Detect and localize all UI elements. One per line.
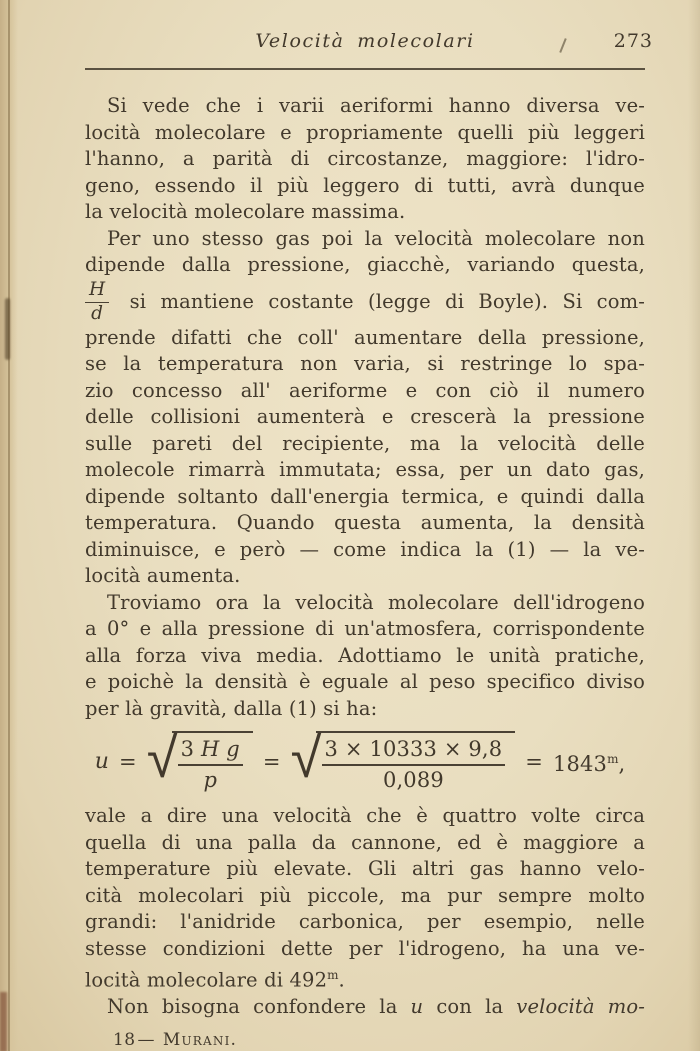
- text-line: prende difatti che coll' aumentare della pressione,: [85, 325, 645, 349]
- text-line: l'hanno, a parità di circostanze, maggiore: l'idro-: [85, 147, 645, 170]
- variables: H g: [201, 737, 240, 761]
- text-line: Si vede che i varii aeriformi hanno diversa ve-: [107, 94, 645, 117]
- equals-sign: =: [262, 749, 281, 774]
- page-header: [85, 30, 653, 56]
- text-line: si mantiene costante (legge di Boyle). Si com-: [129, 289, 645, 313]
- text-line: quella di una palla da cannone, ed è maggiore a: [85, 830, 645, 854]
- publisher-name: Murani.: [162, 1029, 238, 1050]
- page-number: 273: [613, 30, 653, 52]
- italic-variable-u: u: [410, 995, 424, 1019]
- result-value: 1843: [553, 752, 608, 777]
- text-line: dipende dalla pressione, giacchè, variando questa,: [85, 253, 645, 276]
- text-line: geno, essendo il più leggero di tutti, avrà dunque: [85, 173, 645, 197]
- radical-icon: √: [290, 725, 322, 791]
- fraction: [178, 737, 243, 793]
- fraction-denominator: d: [91, 302, 104, 324]
- text-segment: locità molecolare di 492: [85, 968, 328, 992]
- fraction: [322, 737, 506, 793]
- text-line: locità aumenta.: [85, 564, 241, 587]
- text-line: a 0° e alla pressione di un'atmosfera, corrispondente: [85, 617, 645, 640]
- text-line-with-superscript: [85, 962, 645, 994]
- page-footer: [113, 1027, 645, 1051]
- scan-artifact-lower: [0, 992, 7, 1051]
- text-line: delle collisioni aumenterà e crescerà la pressione: [85, 405, 645, 428]
- coefficient: 3: [180, 737, 202, 761]
- fraction-denominator: p: [203, 768, 218, 793]
- text-line-with-fraction: [85, 279, 645, 325]
- page-gutter-line: [8, 0, 10, 1051]
- fraction-numerator: 3 × 10333 × 9,8: [322, 737, 506, 766]
- text-line: temperatura. Quando questa aumenta, la densità: [85, 511, 645, 534]
- text-line: la velocità molecolare massima.: [85, 200, 406, 223]
- text-line: Per uno stesso gas poi la velocità molecolare non: [107, 226, 645, 250]
- square-root-numeric: [290, 725, 516, 793]
- punctuation: .: [338, 968, 345, 992]
- text-line: locità molecolare e propriamente quelli più leggeri: [85, 120, 645, 144]
- text-line: e poichè la densità è eguale al peso specifico diviso: [85, 670, 645, 693]
- text-line: alla forza viva media. Adottiamo le unità pratiche,: [85, 643, 645, 667]
- equation-variable: u: [94, 748, 110, 774]
- equals-sign: =: [525, 749, 544, 774]
- italic-term: velocità mo-: [516, 995, 645, 1019]
- radicand: [316, 731, 516, 793]
- text-segment: con la: [423, 995, 517, 1019]
- text-line-mixed-italic: [85, 994, 645, 1021]
- radical-icon: √: [146, 725, 178, 791]
- equals-sign: =: [119, 749, 137, 774]
- header-rule: [85, 68, 645, 70]
- equation-molecular-velocity: [75, 725, 645, 793]
- page-content: [85, 0, 653, 1051]
- result-punctuation: ,: [618, 752, 626, 777]
- running-title: Velocità molecolari: [255, 30, 475, 52]
- text-line: molecole rimarrà immutata; essa, per un dato gas,: [85, 458, 645, 481]
- text-line: sulle pareti del recipiente, ma la velocità delle: [85, 431, 645, 455]
- body-text: [85, 93, 645, 1051]
- scan-artifact-upper: [5, 298, 10, 360]
- text-line: stesse condizioni dette per l'idrogeno, ha una ve-: [85, 936, 645, 960]
- text-line: se la temperatura non varia, si restringe lo spa-: [85, 352, 645, 375]
- text-line: cità molecolari più piccole, ma pur sempre molto: [85, 883, 645, 907]
- signature-number: 18: [113, 1029, 136, 1050]
- square-root-symbolic: [146, 725, 253, 793]
- fraction-numerator: [178, 737, 243, 766]
- result-unit-superscript: m: [607, 752, 619, 767]
- text-line: temperature più elevate. Gli altri gas hanno velo-: [85, 857, 645, 881]
- inline-fraction-H-over-d: [85, 280, 109, 324]
- text-segment: Non bisogna confondere la: [107, 995, 411, 1019]
- text-line: vale a dire una velocità che è quattro volte circa: [85, 804, 645, 828]
- footer-dash: —: [137, 1029, 155, 1050]
- text-line: Troviamo ora la velocità molecolare dell'idrogeno: [107, 590, 645, 614]
- superscript-m: m: [327, 968, 339, 983]
- equation-result: [553, 746, 625, 778]
- radicand: [172, 731, 253, 793]
- text-line: zio concesso all' aeriforme e con ciò il numero: [85, 378, 645, 402]
- text-line: dipende soltanto dall'energia termica, e quindi dalla: [85, 484, 645, 508]
- fraction-denominator: 0,089: [382, 768, 444, 793]
- page-right-edge-shade: [688, 0, 700, 1051]
- text-line: grandi: l'anidride carbonica, per esempio, nelle: [85, 910, 645, 934]
- text-line: diminuisce, e però — come indica la (1) — la ve-: [85, 537, 645, 561]
- fraction-numerator: H: [85, 280, 109, 303]
- text-line: per là gravità, dalla (1) si ha:: [85, 696, 378, 720]
